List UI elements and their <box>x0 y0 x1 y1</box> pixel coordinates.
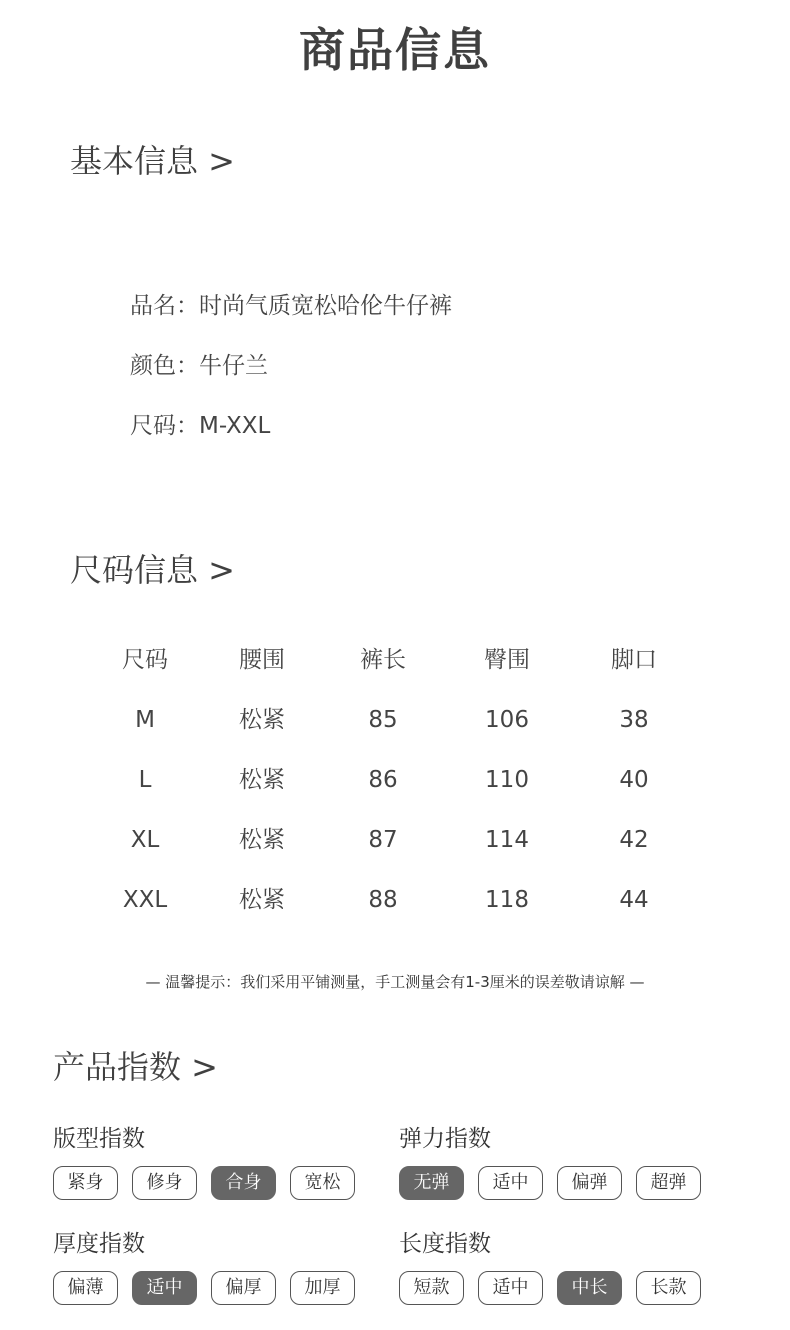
table-cell: 44 <box>619 887 649 913</box>
table-cell: M <box>135 707 155 733</box>
fit-option[interactable]: 紧身 <box>53 1166 118 1200</box>
product-color-value: 牛仔兰 <box>199 353 268 379</box>
table-cell: 40 <box>619 767 649 793</box>
product-index-heading: 产品指数 > <box>53 1048 218 1086</box>
product-name-value: 时尚气质宽松哈伦牛仔裤 <box>199 293 452 319</box>
product-size-label: 尺码： <box>130 413 199 439</box>
header-cell-size: 尺码 <box>122 647 168 673</box>
length-option[interactable]: 长款 <box>636 1271 701 1305</box>
elastic-option[interactable]: 适中 <box>478 1166 543 1200</box>
header-cell-waist: 腰围 <box>239 647 285 673</box>
thickness-option[interactable]: 偏薄 <box>53 1271 118 1305</box>
length-option[interactable]: 适中 <box>478 1271 543 1305</box>
table-row <box>85 700 705 740</box>
table-row <box>85 820 705 860</box>
table-cell: 118 <box>485 887 529 913</box>
table-cell: L <box>138 767 152 793</box>
table-row <box>85 760 705 800</box>
table-row <box>85 880 705 920</box>
table-cell: 42 <box>619 827 649 853</box>
length-option[interactable]: 中长 <box>557 1271 622 1305</box>
product-size-value: M-XXL <box>199 413 271 439</box>
elastic-option[interactable]: 无弹 <box>399 1166 464 1200</box>
table-cell: XXL <box>122 887 168 913</box>
table-cell: 松紧 <box>239 827 285 853</box>
size-table-header <box>85 640 705 680</box>
elastic-index-label: 弹力指数 <box>399 1126 491 1152</box>
fit-index-label: 版型指数 <box>53 1126 145 1152</box>
product-name-row <box>130 287 452 320</box>
measurement-tip: — 温馨提示：我们采用平铺测量，手工测量会有1-3厘米的误差敬请谅解 — <box>145 973 645 991</box>
size-info-heading: 尺码信息 > <box>70 551 235 589</box>
product-color-label: 颜色： <box>130 353 199 379</box>
table-cell: 114 <box>485 827 529 853</box>
page-title: 商品信息 <box>299 23 491 77</box>
table-cell: 38 <box>619 707 649 733</box>
table-cell: 110 <box>485 767 529 793</box>
basic-info-heading: 基本信息 > <box>70 142 235 180</box>
table-cell: 85 <box>368 707 398 733</box>
thickness-option[interactable]: 加厚 <box>290 1271 355 1305</box>
table-cell: 松紧 <box>239 767 285 793</box>
table-cell: 松紧 <box>239 887 285 913</box>
header-cell-hem: 脚口 <box>611 647 657 673</box>
length-index-label: 长度指数 <box>399 1231 491 1257</box>
thickness-option[interactable]: 适中 <box>132 1271 197 1305</box>
product-size-row <box>130 407 270 440</box>
thickness-option[interactable]: 偏厚 <box>211 1271 276 1305</box>
table-cell: 88 <box>368 887 398 913</box>
table-cell: 松紧 <box>239 707 285 733</box>
header-cell-length: 裤长 <box>360 647 406 673</box>
product-color-row <box>130 347 268 380</box>
table-cell: 86 <box>368 767 398 793</box>
elastic-option[interactable]: 超弹 <box>636 1166 701 1200</box>
length-option[interactable]: 短款 <box>399 1271 464 1305</box>
table-cell: 87 <box>368 827 398 853</box>
table-cell: 106 <box>485 707 529 733</box>
fit-option[interactable]: 修身 <box>132 1166 197 1200</box>
table-cell: XL <box>130 827 160 853</box>
product-name-label: 品名： <box>130 293 199 319</box>
elastic-option[interactable]: 偏弹 <box>557 1166 622 1200</box>
fit-option[interactable]: 宽松 <box>290 1166 355 1200</box>
fit-option[interactable]: 合身 <box>211 1166 276 1200</box>
thickness-index-label: 厚度指数 <box>53 1231 145 1257</box>
header-cell-hip: 臀围 <box>484 647 530 673</box>
